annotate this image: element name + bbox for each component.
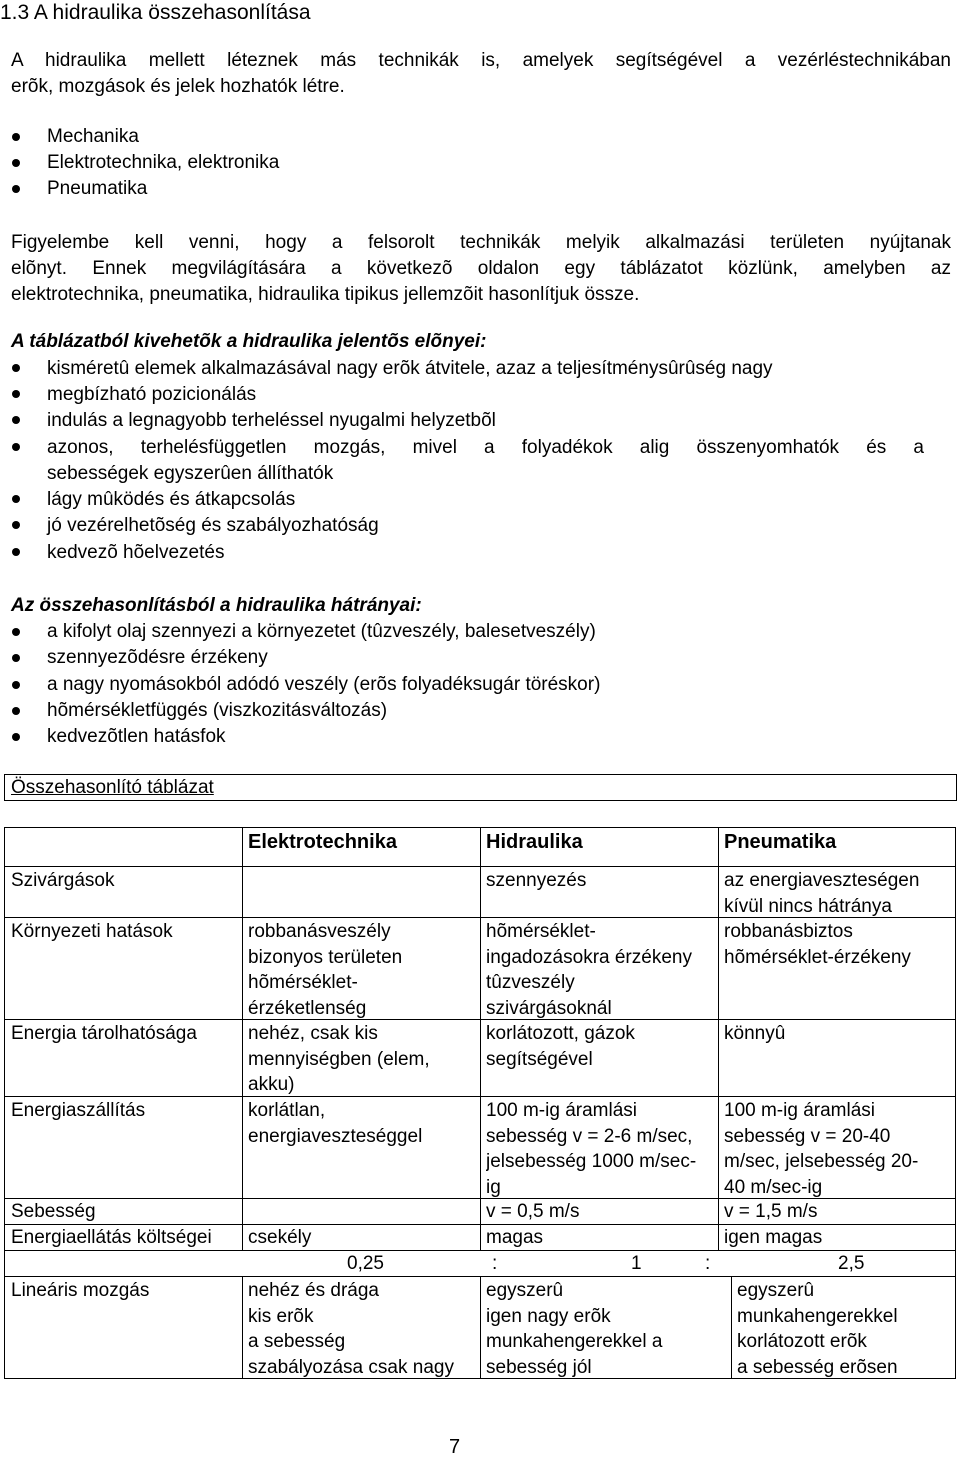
table-cell: szennyezés <box>486 870 587 891</box>
row-label: Energia tárolhatósága <box>11 1023 197 1044</box>
table-cell: 100 m-ig áramlási sebesség v = 2-6 m/sec, jelsebesség 1000 m/sec- ig <box>486 1100 697 1198</box>
table-cell: magas <box>486 1227 544 1248</box>
list-item: megbízható pozicionálás <box>47 384 257 405</box>
table-cell: egyszerû munkahengerekkel korlátozott erõk a sebesség erõsen <box>737 1280 898 1378</box>
bullet-icon <box>12 548 20 556</box>
list-item: a nagy nyomásokból adódó veszély (erõs folyadéksugár töréskor) <box>47 674 601 695</box>
table-border-left <box>4 827 5 1379</box>
bullet-icon <box>12 521 20 529</box>
row-label: Sebesség <box>11 1201 96 1222</box>
bullet-icon <box>12 681 20 689</box>
ratio-value: 1 <box>631 1253 642 1274</box>
row-label: Energiaellátás költségei <box>11 1227 212 1248</box>
list-item: indulás a legnagyobb terheléssel nyugalmi helyzetbõl <box>47 410 496 431</box>
table-cell: csekély <box>248 1227 312 1248</box>
ratio-value: 2,5 <box>838 1253 865 1274</box>
table-cell: igen magas <box>724 1227 823 1248</box>
list-item-continuation: sebességek egyszerûen állíthatók <box>47 463 334 484</box>
list-item: kisméretû elemek alkalmazásával nagy erõk átvitele, azaz a teljesítménysûrûség nagy <box>47 358 773 379</box>
bullet-icon <box>12 495 20 503</box>
list-item: a kifolyt olaj szennyezi a környezetet (tûzveszély, balesetveszély) <box>47 621 596 642</box>
bullet-icon <box>12 185 20 193</box>
table-cell: robbanásbiztos hõmérséklet-érzékeny <box>724 921 911 968</box>
list-item: szennyezõdésre érzékeny <box>47 647 268 668</box>
table-title-box <box>4 774 957 801</box>
table-cell: v = 1,5 m/s <box>724 1201 818 1222</box>
ratio-separator: : <box>492 1253 498 1274</box>
bullet-icon <box>12 707 20 715</box>
list-item: azonos, terhelésfüggetlen mozgás, mivel a folyadékok alig összenyomhatók és a <box>47 437 924 458</box>
table-cell: 100 m-ig áramlási sebesség v = 20-40 m/sec, jelsebesség 20- 40 m/sec-ig <box>724 1100 919 1198</box>
bullet-icon <box>12 133 20 141</box>
table-row-line <box>4 1096 956 1097</box>
list-item: jó vezérelhetõség és szabályozhatóság <box>47 515 379 536</box>
table-col-line <box>718 827 719 1251</box>
ratio-separator: : <box>705 1253 711 1274</box>
table-cell: egyszerû igen nagy erõk munkahengerekkel a sebesség jól <box>486 1280 663 1378</box>
table-row-line <box>4 1019 956 1020</box>
table-col-line <box>480 1276 481 1378</box>
bullet-icon <box>12 654 20 662</box>
intro-line-1: A hidraulika mellett léteznek más technikák is, amelyek segítségével a vezérléstechnikában <box>11 50 951 71</box>
bullet-icon <box>12 364 20 372</box>
advantages-heading: A táblázatból kivehetõk a hidraulika jelentõs elõnyei: <box>11 331 487 352</box>
table-col-line <box>731 1276 732 1378</box>
list-item: kedvezõ hõelvezetés <box>47 542 225 563</box>
note-line-1: Figyelembe kell venni, hogy a felsorolt technikák melyik alkalmazási területen nyújtanak <box>11 232 951 253</box>
row-label: Energiaszállítás <box>11 1100 146 1121</box>
table-cell: v = 0,5 m/s <box>486 1201 580 1222</box>
table-cell: az energiaveszteségen kívül nincs hátránya <box>724 870 920 917</box>
bullet-icon <box>12 416 20 424</box>
table-col-line <box>242 1276 243 1378</box>
list-item: hõmérsékletfüggés (viszkozitásváltozás) <box>47 700 388 721</box>
row-label: Szivárgások <box>11 870 115 891</box>
table-border-right <box>955 827 956 1379</box>
bullet-icon <box>12 733 20 741</box>
column-header: Pneumatika <box>724 831 837 853</box>
list-item: Elektrotechnika, elektronika <box>47 152 280 173</box>
table-cell: hõmérséklet- ingadozásokra érzékeny tûzveszély szivárgásoknál <box>486 921 692 1019</box>
column-header: Elektrotechnika <box>248 831 397 853</box>
bullet-icon <box>12 159 20 167</box>
table-cell: robbanásveszély bizonyos területen hõmérséklet- érzéketlenség <box>248 921 403 1019</box>
list-item: kedvezõtlen hatásfok <box>47 726 226 747</box>
bullet-icon <box>12 628 20 636</box>
row-label: Környezeti hatások <box>11 921 173 942</box>
bullet-icon <box>12 443 20 451</box>
list-item: Pneumatika <box>47 178 148 199</box>
column-header: Hidraulika <box>486 831 583 853</box>
table-col-line <box>480 827 481 1251</box>
table-cell: könnyû <box>724 1023 786 1044</box>
list-item: Mechanika <box>47 126 139 147</box>
table-row-line <box>4 866 956 867</box>
bullet-icon <box>12 390 20 398</box>
table-row-line <box>4 1276 956 1277</box>
table-col-line <box>242 827 243 1251</box>
section-title: 1.3 A hidraulika összehasonlítása <box>0 1 311 24</box>
ratio-value: 0,25 <box>347 1253 384 1274</box>
row-label: Lineáris mozgás <box>11 1280 150 1301</box>
intro-line-2: erõk, mozgások és jelek hozhatók létre. <box>11 76 345 97</box>
table-cell: nehéz, csak kis mennyiségben (elem, akku) <box>248 1023 430 1095</box>
page-number: 7 <box>449 1436 461 1458</box>
disadvantages-heading: Az összehasonlításból a hidraulika hátrányai: <box>11 595 422 616</box>
table-cell: korlátozott, gázok segítségével <box>486 1023 635 1070</box>
list-item: lágy mûködés és átkapcsolás <box>47 489 296 510</box>
note-line-3: elektrotechnika, pneumatika, hidraulika tipikus jellemzõit hasonlítjuk össze. <box>11 284 640 305</box>
note-line-2: elõnyt. Ennek megvilágítására a következõ oldalon egy táblázatot közlünk, amelyben az <box>11 258 951 279</box>
table-title: Összehasonlító táblázat <box>11 777 214 798</box>
table-cell: nehéz és drága kis erõk a sebesség szabályozása csak nagy <box>248 1280 454 1378</box>
table-cell: korlátlan, energiaveszteséggel <box>248 1100 423 1147</box>
